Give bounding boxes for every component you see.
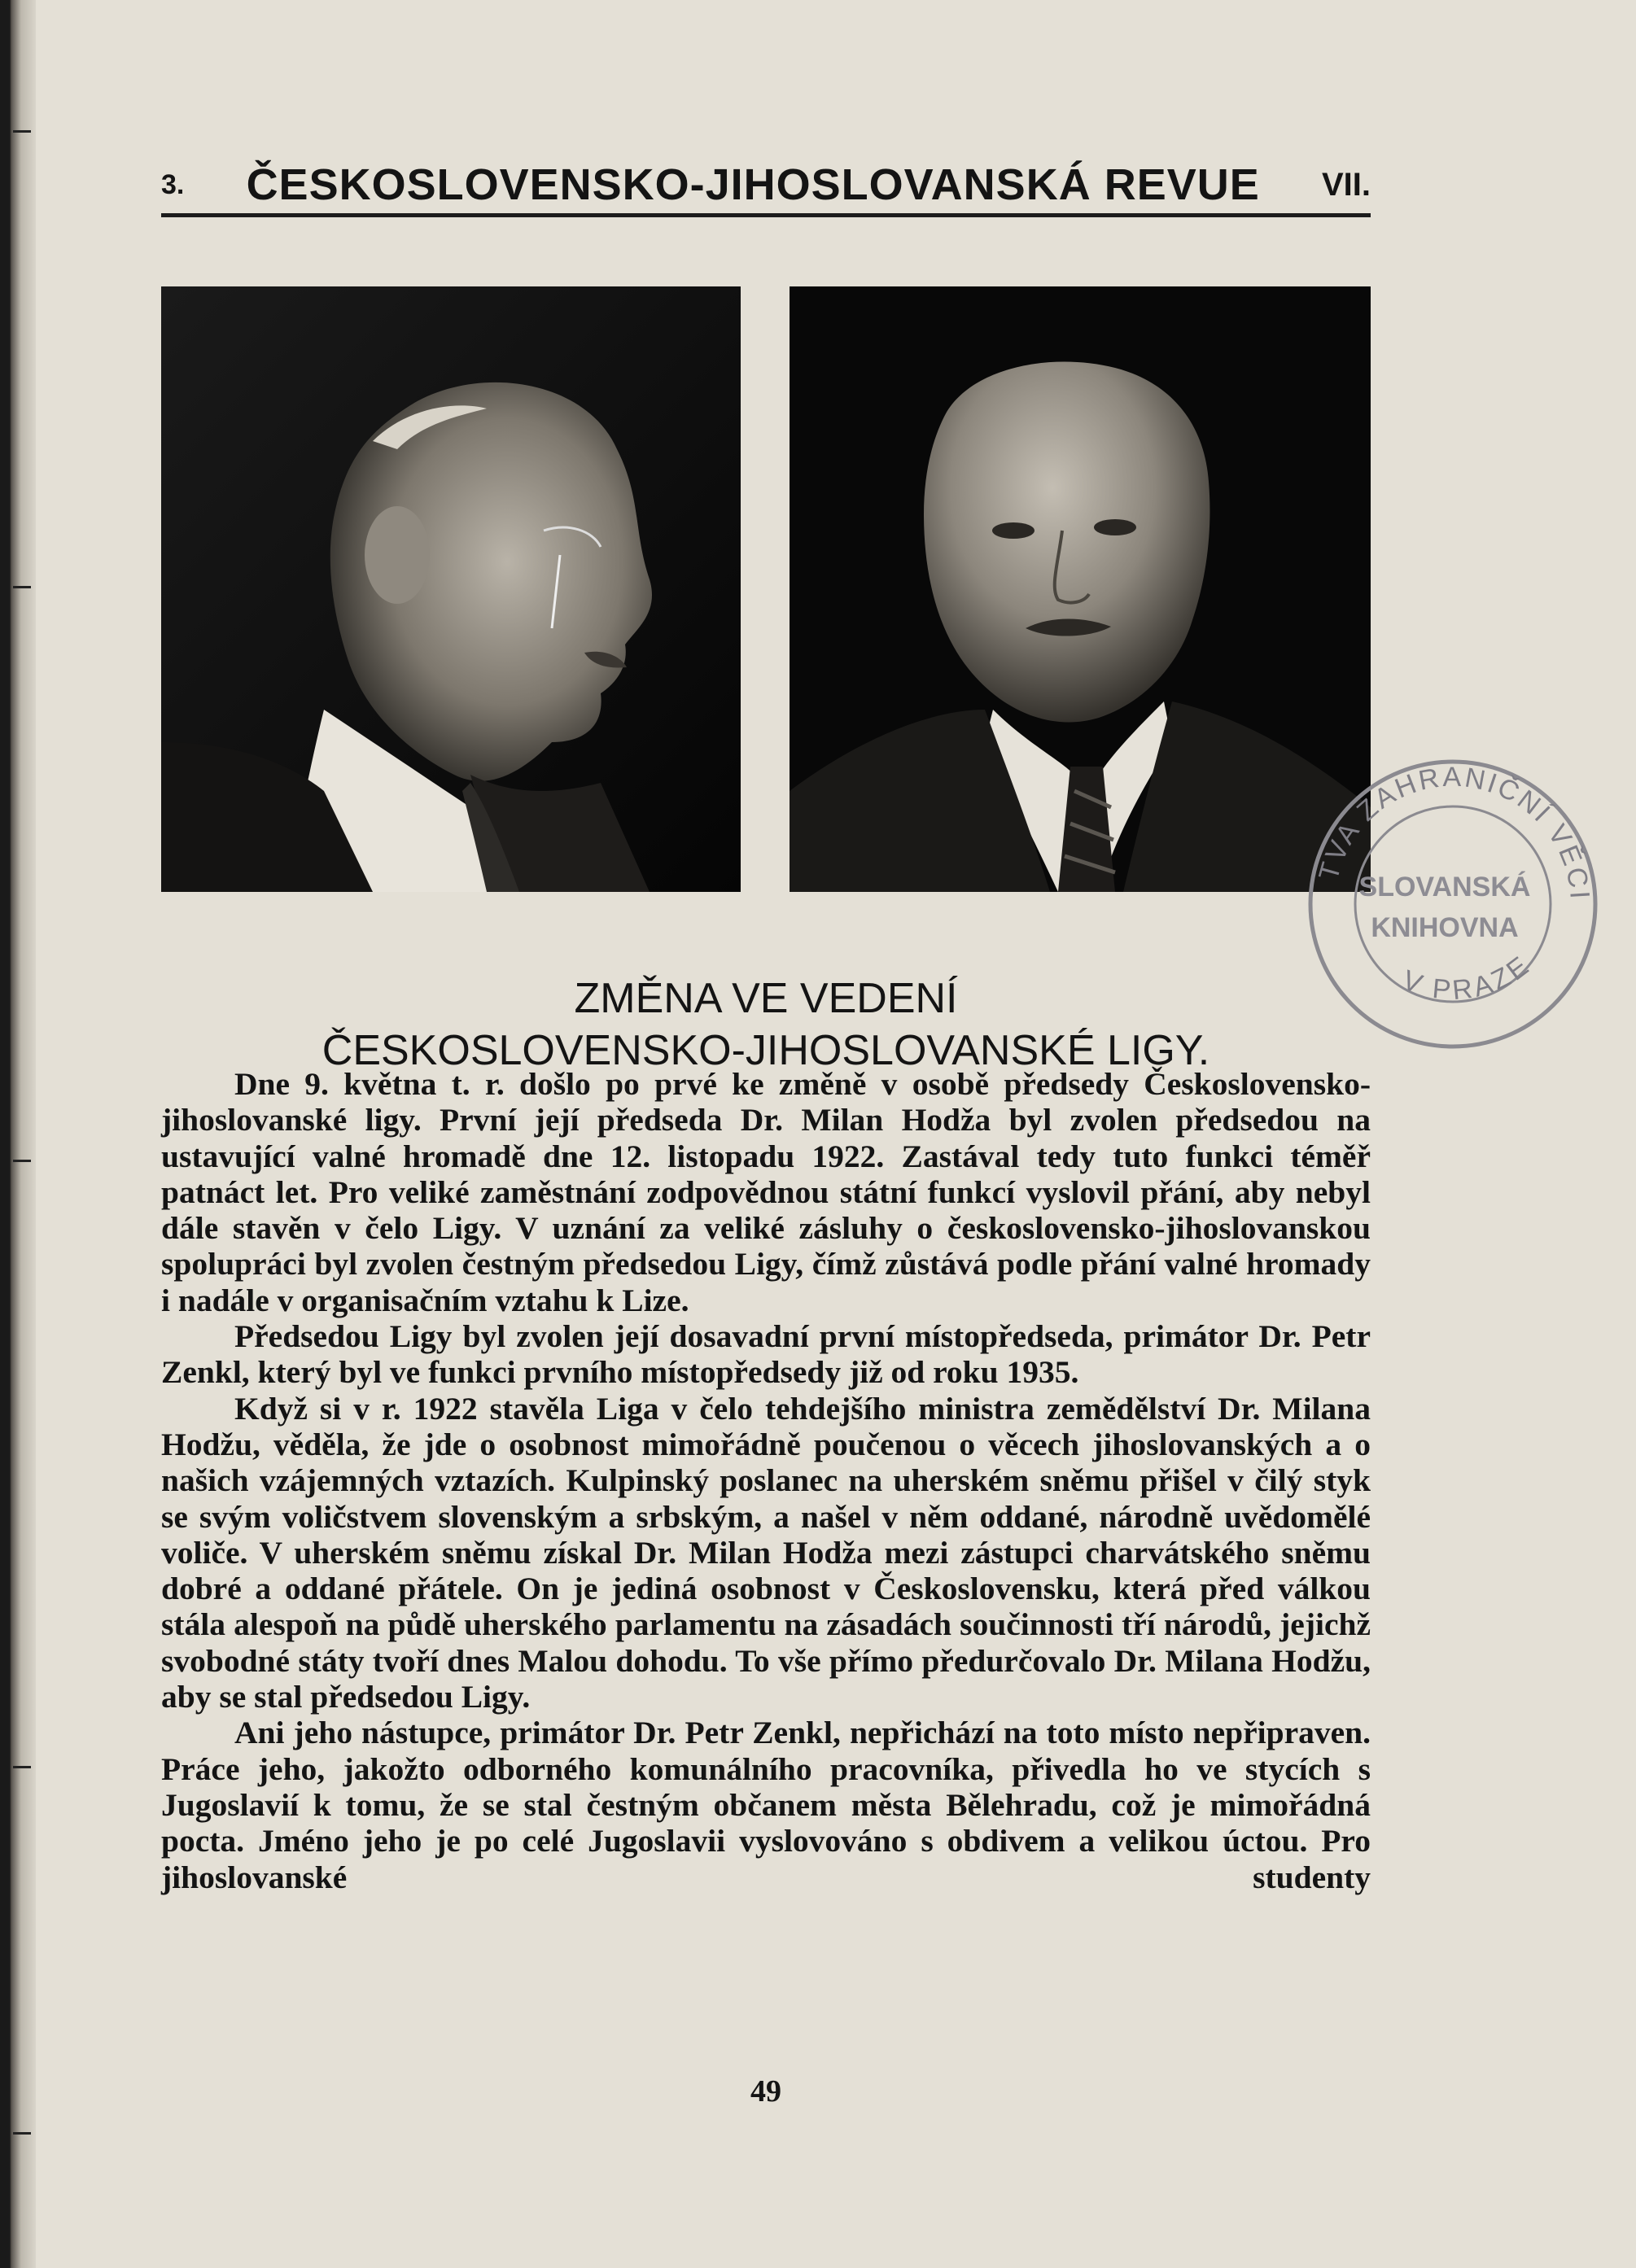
paragraph-4: Ani jeho nástupce, primátor Dr. Petr Zenkl, nepřichází na toto místo nepřipraven. Práce jeho, jakožto odborného komunálního pracovníka, přivedla ho ve stycích s Jugoslavií k tomu, že se stal čestným občanem města Bělehradu, což je mimořádná pocta. Jméno jeho je po celé Jugoslavii vyslovováno s obdivem a velikou úctou. Pro jihoslovanské studenty — [161, 1715, 1371, 1895]
svg-text:KNIHOVNA: KNIHOVNA — [1371, 912, 1519, 943]
svg-text:TVA ZAHRANIČNÍ VĚCI: TVA ZAHRANIČNÍ VĚCI — [1313, 762, 1596, 902]
issue-number: 3. — [161, 168, 185, 200]
portrait-photo-left — [161, 286, 741, 892]
svg-text:SLOVANSKÁ: SLOVANSKÁ — [1358, 872, 1531, 902]
volume-number: VII. — [1321, 166, 1371, 203]
paragraph-1: Dne 9. května t. r. došlo po prvé ke změně v osobě předsedy Československo-jihoslovanské ligy. První její předseda Dr. Milan Hodža byl zvolen předsedou na ustavující valné hromadě dne 12. listopadu 1922. Zastával tedy tuto funkci téměř patnáct let. Pro veliké zaměstnání zodpovědnou státní funkcí vyslovil přání, aby nebyl dále stavěn v čelo Ligy. V uznání za veliké zásluhy o československo-jihoslovanskou spolupráci byl zvolen čestným předsedou Ligy, čímž zůstává podle přání valné hromady i nadále v organisačním vztahu k Lize. — [161, 1066, 1371, 1318]
paragraph-2: Předsedou Ligy byl zvolen její dosavadní první místopředseda, primátor Dr. Petr Zenkl, který byl ve funkci prvního místopředsedy již od roku 1935. — [161, 1318, 1371, 1391]
article-title-line-2: ČESKOSLOVENSKO-JIHOSLOVANSKÉ LIGY. — [322, 1026, 1210, 1074]
portrait-left-image — [161, 286, 741, 892]
article-title-line-1: ZMĚNA VE VEDENÍ — [574, 974, 958, 1022]
article-title — [161, 972, 1371, 1077]
svg-text:V PRAZE: V PRAZE — [1398, 949, 1538, 1007]
journal-title: ČESKOSLOVENSKO-JIHOSLOVANSKÁ REVUE — [246, 160, 1260, 209]
book-binding-edge — [0, 0, 36, 2268]
running-header — [161, 156, 1371, 217]
portrait-right-image — [790, 286, 1371, 892]
page-number: 49 — [750, 2074, 781, 2108]
article-body — [161, 1066, 1371, 1895]
paragraph-3: Když si v r. 1922 stavěla Liga v čelo tehdejšího ministra zemědělství Dr. Milana Hodžu, věděla, že jde o osobnost mimořádně poučenou o věcech jihoslovanských a o našich vzájemných vztazích. Kulpinský poslanec na uherském sněmu přišel v čilý styk se svým voličstvem slovenským a srbským, a našel v něm oddané, národně uvědomělé voliče. V uherském sněmu získal Dr. Milan Hodža mezi zástupci charvátského sněmu dobré a oddané přátele. On je jediná osobnost v Československu, která před válkou stála alespoň na půdě uherského parlamentu na zásadách součinnosti tří národů, jejichž svobodné státy tvoří dnes Malou dohodu. To vše přímo předurčovalo Dr. Milana Hodžu, aby se stal předsedou Ligy. — [161, 1390, 1371, 1715]
portrait-photo-right — [790, 286, 1371, 892]
